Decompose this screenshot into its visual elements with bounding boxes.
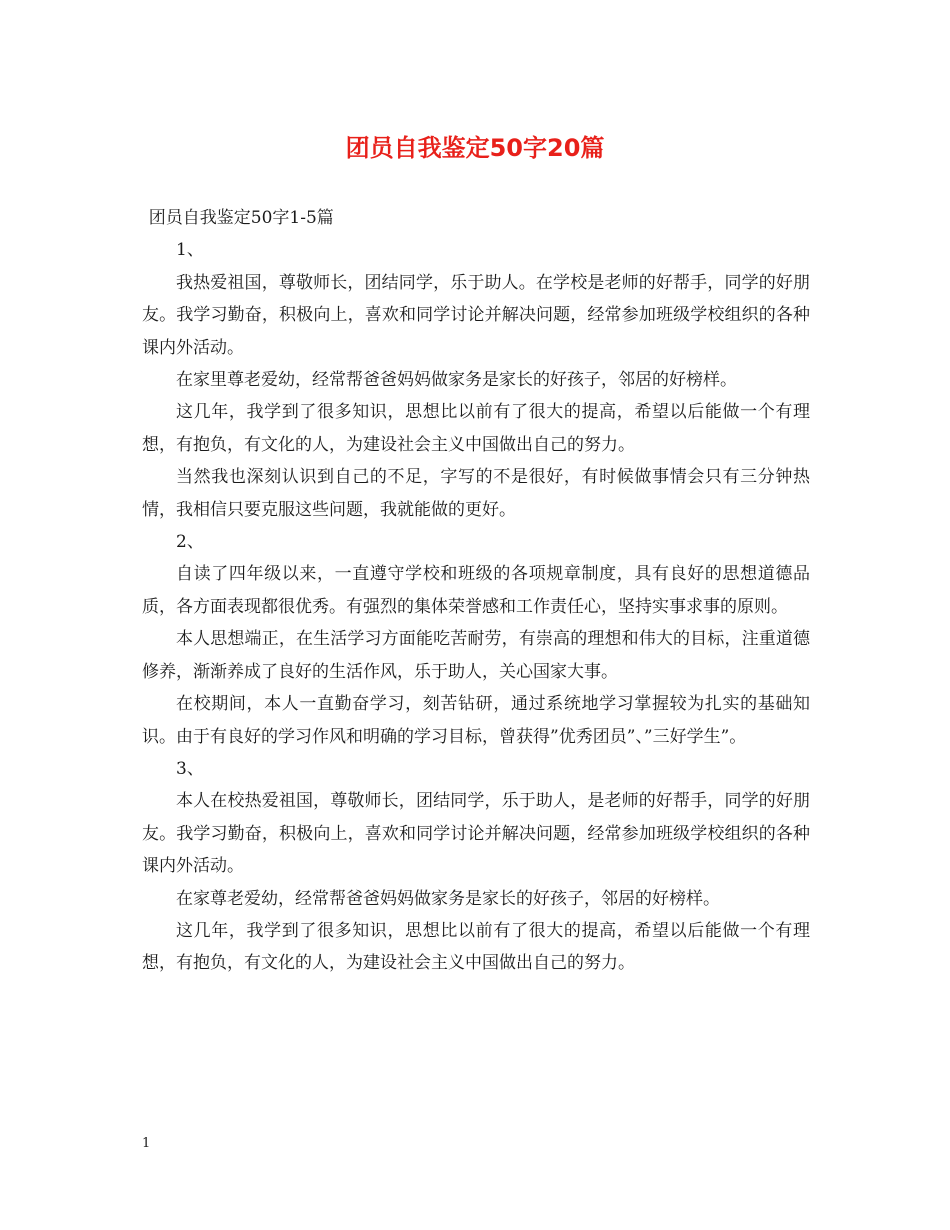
item-number: 2、 <box>176 532 204 553</box>
paragraph: 本人思想端正，在生活学习方面能吃苦耐劳，有崇高的理想和伟大的目标，注重道德修养，渐渐养成了良好的生活作风，乐于助人，关心国家大事。 <box>142 629 810 682</box>
paragraph: 这几年，我学到了很多知识，思想比以前有了很大的提高，希望以后能做一个有理想，有抱负，有文化的人，为建设社会主义中国做出自己的努力。 <box>142 402 810 455</box>
paragraph: 在家里尊老爱幼，经常帮爸爸妈妈做家务是家长的好孩子，邻居的好榜样。 <box>176 370 737 391</box>
paragraph: 这几年，我学到了很多知识，思想比以前有了很大的提高，希望以后能做一个有理想，有抱负，有文化的人，为建设社会主义中国做出自己的努力。 <box>142 920 810 974</box>
section-heading: 团员自我鉴定50字1-5篇 <box>148 208 334 228</box>
item-number: 1、 <box>176 240 204 261</box>
paragraph: 在家尊老爱幼，经常帮爸爸妈妈做家务是家长的好孩子，邻居的好榜样。 <box>176 888 720 909</box>
document-title: 团员自我鉴定50字20篇 <box>345 134 605 162</box>
paragraph: 本人在校热爱祖国，尊敬师长，团结同学，乐于助人，是老师的好帮手，同学的好朋友。我学习勤奋，积极向上，喜欢和同学讨论并解决问题，经常参加班级学校组织的各种课内外活动。 <box>142 791 810 877</box>
document-body <box>142 202 810 980</box>
paragraph: 自读了四年级以来，一直遵守学校和班级的各项规章制度，具有良好的思想道德品质，各方面表现都很优秀。有强烈的集体荣誉感和工作责任心，坚持实事求事的原则。 <box>142 564 810 617</box>
item-number: 3、 <box>176 758 204 779</box>
page-number: 1 <box>142 1136 151 1151</box>
paragraph: 在校期间，本人一直勤奋学习，刻苦钻研，通过系统地学习掌握较为扎实的基础知识。由于有良好的学习作风和明确的学习目标，曾获得”优秀团员”、”三好学生”。 <box>142 694 810 747</box>
paragraph: 当然我也深刻认识到自己的不足，字写的不是很好，有时候做事情会只有三分钟热情，我相信只要克服这些问题，我就能做的更好。 <box>142 467 810 520</box>
paragraph: 我热爱祖国，尊敬师长，团结同学，乐于助人。在学校是老师的好帮手，同学的好朋友。我学习勤奋，积极向上，喜欢和同学讨论并解决问题，经常参加班级学校组织的各种课内外活动。 <box>142 272 810 358</box>
